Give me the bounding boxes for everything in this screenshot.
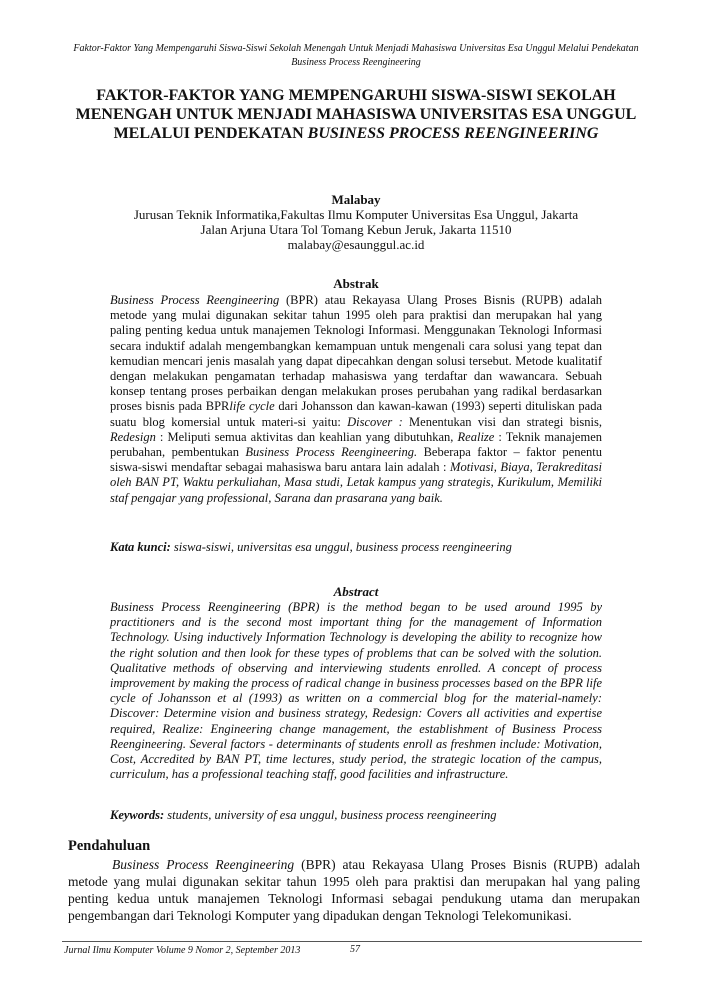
kata-kunci-text: siswa-siswi, universitas esa unggul, business process reengineering	[170, 540, 512, 554]
kata-kunci-label: Kata kunci:	[110, 540, 171, 554]
abstrak-text-1: (BPR) atau Rekayasa Ulang Proses Bisnis (RUPB) adalah metode yang mulai digunakan sekitar tahun 1995 oleh para praktisi dan merupakan hal yang paling penting kedua untuk manajemen Teknologi Informasi. Menggunakan Teknologi Informasi secara induktif adalah mengembangkan kemampuan untuk mengenali cara solusi yang tepat dan kemudian mencari jenis masalah yang dapat dipecahkan dengan solusi tersebut. Metode kualitatif dengan melakukan pengamatan terhadap mahasiswa yang terdaftar dan wawancara. Sebuah konsep tentang proses perbaikan dengan melakukan proses perubahan yang radikal berdasarkan proses bisnis pada BPR	[110, 293, 603, 414]
page-number: 57	[350, 944, 360, 955]
kata-kunci	[110, 540, 602, 555]
pendahuluan-bpr-italic: Business Process Reengineering	[112, 857, 295, 872]
pendahuluan-body	[68, 856, 640, 924]
keywords-label: Keywords:	[110, 808, 165, 822]
abstrak-bpr-italic-2: Business Process Reengineering.	[245, 445, 418, 460]
abstrak-factors-list: Motivasi, Biaya, Terakreditasi oleh BAN PT, Waktu perkuliahan, Masa studi, Letak kampus yang strategis, Kurikulum, Memiliki staf pengajar yang professional, Sarana dan prasarana yang baik.	[110, 460, 602, 505]
author-name: Malabay	[331, 192, 381, 207]
footer-rule	[62, 941, 642, 942]
author-block	[80, 192, 632, 252]
paper-title	[70, 86, 642, 143]
running-head: Faktor-Faktor Yang Mempengaruhi Siswa-Siswi Sekolah Menengah Untuk Menjadi Mahasiswa Universitas Esa Unggul Melalui Pendekatan Business Process Reengineering	[73, 43, 639, 68]
footer-journal: Jurnal Ilmu Komputer Volume 9 Nomor 2, September 2013	[64, 945, 301, 956]
keywords-text: students, university of esa unggul, business process reengineering	[164, 808, 497, 822]
abstrak-body	[110, 293, 602, 506]
author-address: Jalan Arjuna Utara Tol Tomang Kebun Jeruk, Jakarta 11510	[200, 222, 512, 237]
abstrak-life-cycle: life cycle	[229, 399, 275, 414]
abstrak-bpr-italic: Business Process Reengineering	[110, 293, 280, 307]
abstract-heading: Abstract	[333, 584, 379, 599]
title-main: FAKTOR-FAKTOR YANG MEMPENGARUHI SISWA-SISWI SEKOLAH MENENGAH UNTUK MENJADI MAHASISWA UNIVERSITAS ESA UNGGUL MELALUI PENDEKATAN	[75, 87, 637, 142]
section-heading-pendahuluan: Pendahuluan	[68, 838, 151, 854]
abstrak-redesign: Redesign	[110, 429, 156, 444]
title-italic: BUSINESS PROCESS REENGINEERING	[307, 125, 599, 142]
abstract-body: Business Process Reengineering (BPR) is the method began to be used around 1995 by practitioners and is the second most important thing for the management of Information Technology. Using inductively Information Technology is developing the ability to recognize how the right solution and then look for these types of problems that can be solved with the solution. Qualitative methods of observing and interviewing students enrolled. A concept of process improvement by making the process of radical change in business processes based on the BPR life cycle of Johansson et al (1993) as written on a commercial blog for the material-namely: Discover: Determine vision and business strategy, Redesign: Covers all activities and expertise required, Realize: Engineering change management, the establishment of Business Process Reengineering. Several factors - determinants of students enroll as freshmen include: Motivation, Cost, Accredited by BAN PT, time lectures, study period, the strategic location of the campus, curriculum, has a professional teaching staff, good facilities and infrastructure.	[110, 600, 602, 782]
abstrak-heading: Abstrak	[333, 276, 379, 291]
pendahuluan-text: (BPR) atau Rekayasa Ulang Proses Bisnis (RUPB) adalah metode yang mulai digunakan sekitar tahun 1995 oleh para praktisi dan merupakan hal yang paling penting kedua untuk manajemen Teknologi Informasi sebagai pendukung utama dan merupakan pengembangan dari Teknologi Komputer yang dipadukan dengan Teknologi Telekomunikasi.	[68, 857, 640, 923]
abstrak-text-2: dari Johansson dan kawan-kawan (1993) seperti dituliskan pada suatu blog komersial untuk materi-si yaitu:	[110, 399, 603, 429]
author-affiliation: Jurusan Teknik Informatika,Fakultas Ilmu Komputer Universitas Esa Unggul, Jakarta	[133, 207, 579, 222]
abstrak-discover-text: Menentukan visi dan strategi bisnis,	[402, 414, 602, 429]
abstrak-factors-text: Beberapa faktor – faktor penentu siswa-siswi mendaftar sebagai mahasiswa baru antara lain adalah :	[110, 445, 602, 475]
abstrak-realize: Realize	[457, 429, 495, 444]
abstrak-redesign-text: : Meliputi semua aktivitas dan keahlian yang dibutuhkan,	[155, 429, 458, 444]
abstrak-discover: Discover :	[347, 414, 403, 429]
abstrak-realize-text: : Teknik manajemen perubahan, pembentukan	[110, 429, 602, 460]
author-email: malabay@esaunggul.ac.id	[287, 237, 425, 252]
keywords	[110, 808, 602, 823]
